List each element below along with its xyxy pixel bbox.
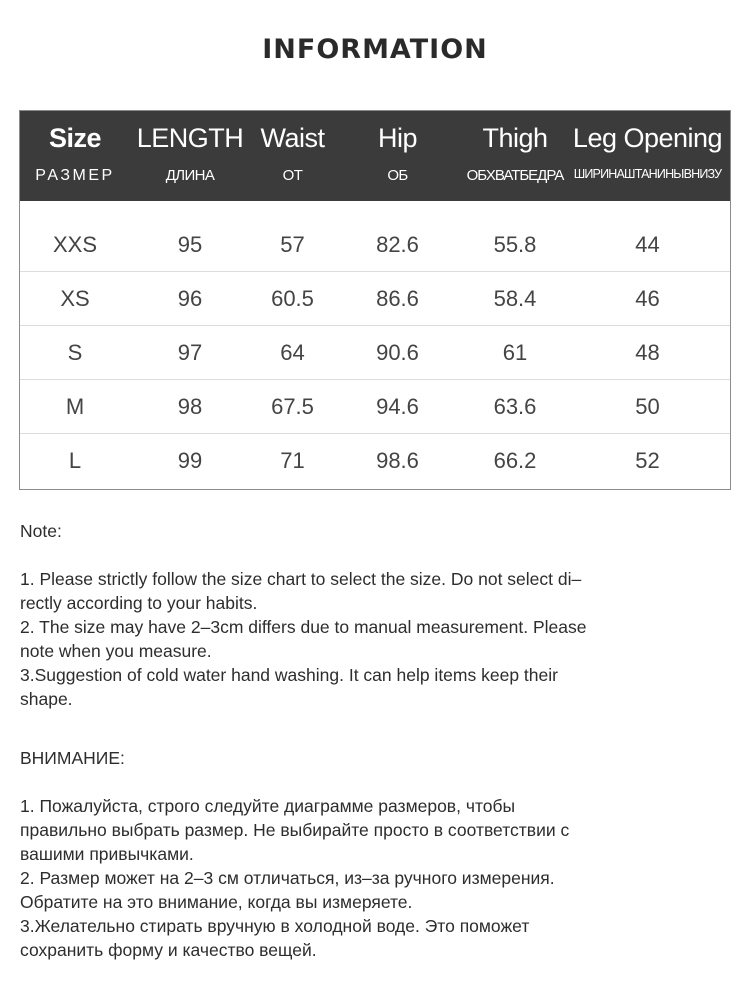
cell-waist: 64: [280, 340, 305, 365]
table-row: [20, 326, 730, 380]
size-chart-table: [19, 110, 731, 490]
table-row: [20, 434, 730, 488]
header-waist-ru: ОТ: [282, 167, 303, 184]
cell-waist: 67.5: [271, 394, 314, 419]
cell-hip: 94.6: [376, 394, 419, 419]
note-ru-section: [20, 746, 720, 962]
note-en-line: shape.: [20, 689, 73, 709]
cell-hip: 82.6: [376, 232, 419, 257]
note-en-section: [20, 519, 720, 711]
header-waist: [250, 111, 335, 201]
note-ru-line: Обратите на это внимание, когда вы измеряете.: [20, 892, 413, 912]
table-row: [20, 380, 730, 434]
cell-size: XS: [60, 286, 90, 311]
cell-hip: 90.6: [376, 340, 419, 365]
note-ru-line: 2. Размер может на 2–3 см отличаться, из–за ручного измерения.: [20, 868, 555, 888]
cell-length: 98: [177, 394, 203, 419]
cell-thigh: 66.2: [493, 448, 537, 473]
header-hip-ru: ОБ: [387, 167, 408, 184]
header-leg-opening-en: Leg Opening: [572, 123, 723, 153]
table-header: [20, 111, 730, 201]
note-en-line: 3.Suggestion of cold water hand washing. It can help items keep their: [20, 665, 558, 685]
header-leg-opening: [570, 111, 725, 201]
cell-hip: 98.6: [376, 448, 419, 473]
page-title: INFORMATION: [262, 34, 488, 65]
header-waist-en: Waist: [260, 123, 325, 153]
cell-length: 99: [177, 448, 203, 473]
header-thigh-en: Thigh: [482, 123, 548, 153]
cell-thigh: 63.6: [493, 394, 537, 419]
note-ru-line: сохранить форму и качество вещей.: [20, 940, 317, 960]
cell-thigh: 55.8: [493, 232, 537, 257]
cell-leg-opening: 52: [635, 448, 660, 473]
cell-leg-opening: 50: [635, 394, 660, 419]
header-length: [130, 111, 250, 201]
cell-size: XXS: [52, 232, 98, 257]
cell-leg-opening: 44: [635, 232, 660, 257]
note-en-line: 1. Please strictly follow the size chart to select the size. Do not select di–: [20, 569, 582, 589]
cell-size: M: [65, 394, 85, 419]
cell-size: L: [68, 448, 82, 473]
header-length-en: LENGTH: [136, 123, 244, 153]
note-en-line: rectly according to your habits.: [20, 593, 258, 613]
header-leg-opening-ru: ШИРИНАШТАНИНЫВНИЗУ: [573, 167, 722, 181]
note-ru-line: 3.Желательно стирать вручную в холодной воде. Это поможет: [20, 916, 530, 936]
note-ru-heading: ВНИМАНИЕ:: [20, 748, 125, 768]
note-en-line: note when you measure.: [20, 641, 212, 661]
header-hip: [335, 111, 460, 201]
note-en-line: 2. The size may have 2–3cm differs due to manual measurement. Please: [20, 617, 587, 637]
header-size-ru: РАЗМЕР: [35, 167, 115, 184]
table-row: [20, 272, 730, 326]
cell-leg-opening: 48: [635, 340, 660, 365]
note-ru-line: вашими привычками.: [20, 844, 194, 864]
cell-waist: 60.5: [271, 286, 314, 311]
note-ru-line: 1. Пожалуйста, строго следуйте диаграмме размеров, чтобы: [20, 796, 516, 816]
spacer: [20, 543, 720, 567]
header-thigh-ru: ОБХВАТБЕДРА: [466, 167, 564, 184]
header-thigh: [460, 111, 570, 201]
header-length-ru: ДЛИНА: [165, 167, 215, 184]
cell-leg-opening: 46: [635, 286, 660, 311]
cell-length: 95: [177, 232, 203, 257]
cell-waist: 71: [280, 448, 305, 473]
cell-thigh: 58.4: [493, 286, 537, 311]
cell-length: 96: [177, 286, 203, 311]
header-hip-en: Hip: [377, 123, 417, 153]
note-en-heading: Note:: [20, 521, 62, 541]
spacer: [20, 770, 720, 794]
cell-waist: 57: [280, 232, 305, 257]
table-row: [20, 218, 730, 272]
header-size: [20, 111, 130, 201]
note-ru-line: правильно выбрать размер. Не выбирайте просто в соответствии с: [20, 820, 570, 840]
cell-thigh: 61: [502, 340, 528, 365]
cell-hip: 86.6: [376, 286, 419, 311]
cell-length: 97: [177, 340, 203, 365]
header-size-en: Size: [48, 123, 102, 153]
cell-size: S: [67, 340, 83, 365]
